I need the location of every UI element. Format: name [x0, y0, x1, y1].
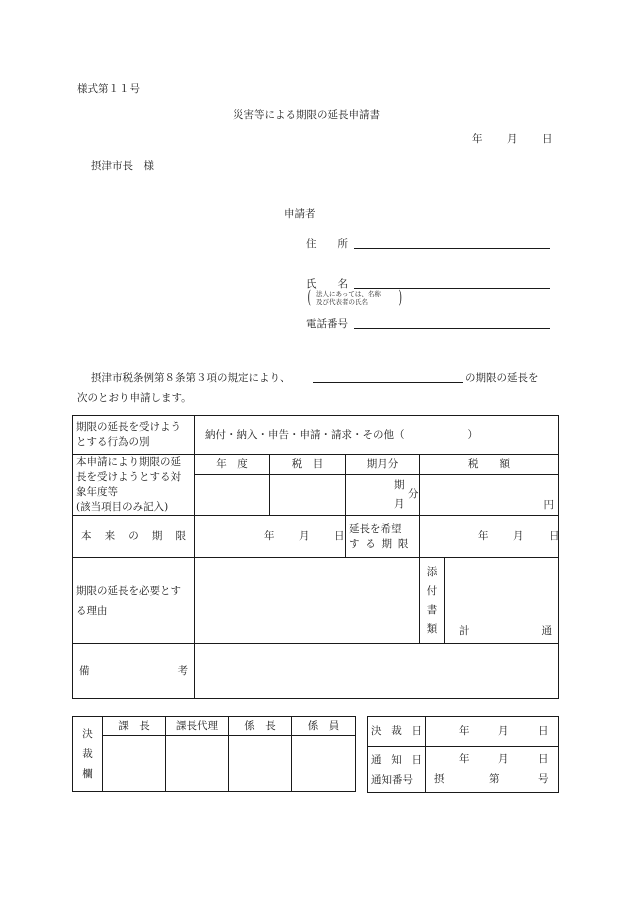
name-note: ( 法人にあっては、名称 及び代表者の氏名 )	[307, 287, 402, 308]
target-label-cell: 本申請により期限の延長を受けようとする対象年度等 (該当項目のみ記入)	[73, 455, 195, 516]
original-deadline-input[interactable]: 年 月 日	[195, 516, 346, 558]
reason-row	[73, 558, 559, 644]
approval-col-deputy-chief: 課長代理	[166, 717, 229, 736]
decision-date-label: 決 裁 日	[368, 717, 426, 747]
year-input[interactable]	[195, 475, 270, 516]
statement-blank-field[interactable]	[313, 382, 463, 383]
form-title: 災害等による期限の延長申請書	[233, 109, 380, 121]
phone-label: 電話番号	[306, 318, 348, 330]
col-year: 年 度	[195, 455, 270, 475]
notice-inputs[interactable]: 年 月 日 摂 第 号	[426, 747, 559, 793]
remarks-label: 備 考	[73, 644, 195, 699]
target-header-row	[73, 455, 559, 475]
reason-input[interactable]	[195, 558, 420, 644]
office-table	[367, 716, 559, 793]
original-deadline-label: 本 来 の 期 限	[73, 516, 195, 558]
amount-input[interactable]: 円	[420, 475, 559, 516]
act-label: 期限の延長を受けようとする行為の別	[73, 416, 195, 455]
statement-part3: 次のとおり申請します。	[77, 392, 192, 404]
period-input[interactable]: 期 分 月	[346, 475, 420, 516]
approval-stamp-staff[interactable]	[292, 736, 356, 792]
approval-stamp-deputy-chief[interactable]	[166, 736, 229, 792]
addressee: 摂津市長 様	[91, 160, 154, 172]
col-amount: 税 額	[420, 455, 559, 475]
decision-date-input[interactable]: 年 月 日	[426, 717, 559, 747]
desired-deadline-label: 延長を希望 する期限	[346, 516, 420, 558]
approval-label: 決 裁 欄	[73, 717, 103, 792]
deadline-row	[73, 516, 559, 558]
form-number: 様式第１１号	[77, 83, 140, 95]
reason-label: 期限の延長を必要とする理由	[73, 558, 195, 644]
applicant-heading: 申請者	[284, 208, 316, 220]
col-tax-item: 税 目	[270, 455, 346, 475]
name-field[interactable]	[354, 288, 550, 289]
statement-part1: 摂津市税条例第８条第３項の規定により、	[91, 372, 291, 384]
act-row	[73, 416, 559, 455]
main-table	[72, 415, 559, 699]
notice-labels: 通 知 日 通知番号	[368, 747, 426, 793]
tax-item-input[interactable]	[270, 475, 346, 516]
approval-col-section-chief: 課 長	[103, 717, 166, 736]
approval-stamp-subsection-chief[interactable]	[229, 736, 292, 792]
remarks-input[interactable]	[195, 644, 559, 699]
col-period: 期月分	[346, 455, 420, 475]
attached-input[interactable]: 計 通	[445, 558, 559, 644]
approval-stamp-section-chief[interactable]	[103, 736, 166, 792]
name-label: 氏 名	[306, 278, 348, 290]
approval-col-staff: 係 員	[292, 717, 356, 736]
statement-part2: の期限の延長を	[465, 372, 539, 384]
desired-deadline-input[interactable]: 年 月 日	[420, 516, 559, 558]
remarks-row	[73, 644, 559, 699]
approval-table	[72, 716, 356, 792]
act-options[interactable]: 納付・納入・申告・申請・請求・その他（ ）	[195, 416, 559, 455]
approval-col-subsection-chief: 係 長	[229, 717, 292, 736]
attached-label: 添 付 書 類	[420, 558, 445, 644]
address-label: 住 所	[306, 238, 348, 250]
address-field[interactable]	[354, 248, 550, 249]
phone-field[interactable]	[354, 328, 550, 329]
